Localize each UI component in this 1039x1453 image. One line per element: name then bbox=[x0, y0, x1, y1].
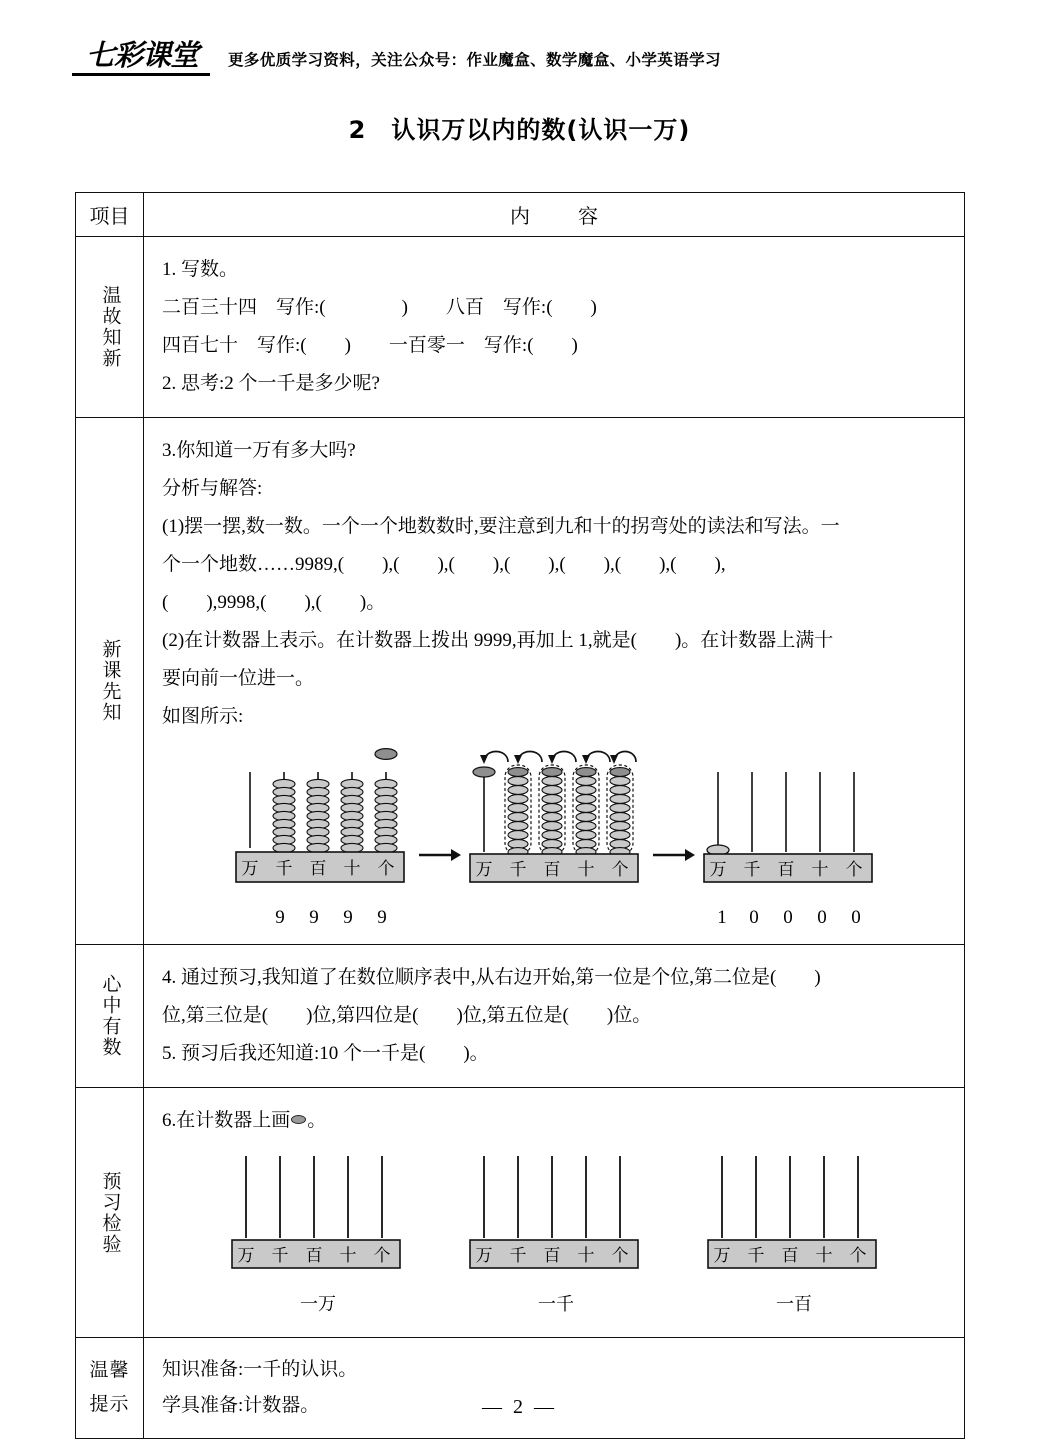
abacus-caption: 一千 bbox=[538, 1294, 574, 1314]
svg-text:万: 万 bbox=[475, 860, 493, 879]
digit: 0 bbox=[783, 907, 793, 928]
row-content-confident bbox=[144, 945, 965, 1088]
confident-line-2: 位,第三位是( )位,第四位是( )位,第五位是( )位。 bbox=[162, 1005, 652, 1026]
svg-text:万: 万 bbox=[237, 1246, 255, 1265]
svg-text:十: 十 bbox=[811, 860, 829, 879]
abacus-caption: 一百 bbox=[776, 1294, 812, 1314]
abacus-caption: 一万 bbox=[300, 1294, 336, 1314]
digit: 0 bbox=[749, 907, 759, 928]
svg-text:十: 十 bbox=[339, 1246, 357, 1265]
check-line-1-period: 。 bbox=[307, 1110, 327, 1131]
abacus-blank-bai-svg bbox=[704, 1146, 884, 1276]
svg-text:百: 百 bbox=[543, 1246, 561, 1265]
preview-line-2: 分析与解答: bbox=[162, 478, 263, 499]
header-cell-item: 项目 bbox=[76, 193, 144, 237]
carry-arrow-heads bbox=[480, 755, 618, 764]
digit: 9 bbox=[309, 907, 319, 928]
check-body bbox=[144, 1088, 964, 1337]
svg-text:个: 个 bbox=[849, 1246, 867, 1265]
floating-bead bbox=[375, 749, 397, 760]
review-line-4: 2. 思考:2 个一千是多少呢? bbox=[162, 373, 380, 394]
row-content-tips bbox=[144, 1338, 965, 1439]
row-label-tips bbox=[76, 1338, 144, 1439]
abacus-blank-qian-svg bbox=[466, 1146, 646, 1276]
transition-arrow-2 bbox=[646, 780, 700, 930]
svg-text:百: 百 bbox=[543, 860, 561, 879]
worksheet-table bbox=[75, 192, 965, 1439]
confident-line-1: 4. 通过预习,我知道了在数位顺序表中,从右边开始,第一位是个位,第二位是( ) bbox=[162, 967, 821, 988]
row-label-review-text: 温故知新 bbox=[99, 285, 121, 369]
svg-text:个: 个 bbox=[845, 860, 863, 879]
review-line-2: 二百三十四 写作:( ) 八百 写作:( ) bbox=[162, 297, 597, 318]
digit: 9 bbox=[343, 907, 353, 928]
brand-logo bbox=[72, 38, 212, 76]
header-cell-content bbox=[144, 193, 965, 237]
row-content-check bbox=[144, 1088, 965, 1338]
svg-text:十: 十 bbox=[577, 1246, 595, 1265]
confident-line-3: 5. 预习后我还知道:10 个一千是( )。 bbox=[162, 1043, 489, 1064]
row-label-tips-line2: 提示 bbox=[89, 1394, 130, 1415]
review-line-1: 1. 写数。 bbox=[162, 259, 239, 280]
svg-text:个: 个 bbox=[611, 860, 629, 879]
preview-body bbox=[144, 418, 964, 944]
svg-text:百: 百 bbox=[781, 1246, 799, 1265]
digit: 9 bbox=[275, 907, 285, 928]
review-line-3: 四百七十 写作:( ) 一百零一 写作:( ) bbox=[162, 335, 578, 356]
row-content-review bbox=[144, 237, 965, 418]
svg-text:百: 百 bbox=[309, 859, 327, 878]
svg-text:个: 个 bbox=[611, 1246, 629, 1265]
row-label-check bbox=[76, 1088, 144, 1338]
abacus-10000-svg bbox=[700, 740, 880, 890]
abacus-blank-wan-svg bbox=[228, 1146, 408, 1276]
table-header-row bbox=[76, 193, 965, 237]
svg-text:十: 十 bbox=[577, 860, 595, 879]
digit: 1 bbox=[717, 907, 727, 928]
svg-text:千: 千 bbox=[747, 1246, 765, 1265]
table-row bbox=[76, 1088, 965, 1338]
tips-body bbox=[144, 1338, 964, 1438]
row-label-check-text: 预习检验 bbox=[99, 1170, 121, 1255]
preview-line-5: ( ),9998,( ),( )。 bbox=[162, 592, 386, 613]
svg-text:千: 千 bbox=[743, 860, 761, 879]
page-number: — 2 — bbox=[482, 1396, 557, 1418]
abacus-9999-svg bbox=[232, 740, 412, 890]
svg-text:千: 千 bbox=[275, 859, 293, 878]
row-content-preview bbox=[144, 418, 965, 945]
preview-line-1: 3.你知道一万有多大吗? bbox=[162, 440, 356, 461]
tips-line-2: 学具准备:计数器。 bbox=[162, 1395, 320, 1416]
abacus-9999 bbox=[232, 740, 412, 930]
table-row bbox=[76, 237, 965, 418]
table-row bbox=[76, 418, 965, 945]
abacus-figure-bottom bbox=[162, 1146, 950, 1317]
row-label-confident bbox=[76, 945, 144, 1088]
abacus-blank-qian bbox=[466, 1146, 646, 1317]
bead-glyph-icon bbox=[291, 1115, 306, 1124]
abacus-blank-bai bbox=[704, 1146, 884, 1317]
svg-text:千: 千 bbox=[509, 860, 527, 879]
abacus-carry-svg bbox=[466, 740, 646, 890]
tips-line-1: 知识准备:一千的认识。 bbox=[162, 1359, 358, 1380]
preview-line-7: 要向前一位进一。 bbox=[162, 668, 315, 689]
arrow-right-icon bbox=[417, 845, 461, 865]
preview-line-6: (2)在计数器上表示。在计数器上拨出 9999,再加上 1,就是( )。在计数器上满十 bbox=[162, 630, 834, 651]
page-header bbox=[0, 36, 1039, 98]
header-cell-content-text: 内 容 bbox=[510, 206, 612, 228]
check-line-1 bbox=[162, 1102, 950, 1140]
check-line-1-text: 6.在计数器上画 bbox=[162, 1110, 291, 1131]
review-body bbox=[144, 237, 964, 417]
svg-text:百: 百 bbox=[777, 860, 795, 879]
table-row bbox=[76, 945, 965, 1088]
digit: 9 bbox=[377, 907, 387, 928]
abacus-10000 bbox=[700, 740, 880, 930]
abacus-9999-digits bbox=[232, 906, 412, 930]
preview-line-8: 如图所示: bbox=[162, 706, 244, 727]
row-label-tips-line1: 温馨 bbox=[89, 1360, 130, 1381]
svg-text:万: 万 bbox=[241, 859, 259, 878]
row-label-confident-text: 心中有数 bbox=[99, 974, 121, 1058]
abacus-carry-digits bbox=[466, 906, 646, 930]
svg-text:万: 万 bbox=[475, 1246, 493, 1265]
digit: 0 bbox=[851, 907, 861, 928]
confident-body bbox=[144, 945, 964, 1087]
row-label-preview bbox=[76, 418, 144, 945]
abacus-10000-digits bbox=[700, 906, 880, 930]
preview-line-4: 个一个地数……9989,( ),( ),( ),( ),( ),( ),( ), bbox=[162, 554, 726, 575]
abacus-carry bbox=[466, 740, 646, 930]
svg-text:百: 百 bbox=[305, 1246, 323, 1265]
brand-logo-text: 七彩课堂 bbox=[85, 38, 198, 72]
svg-text:十: 十 bbox=[815, 1246, 833, 1265]
svg-text:万: 万 bbox=[709, 860, 727, 879]
arrow-right-icon bbox=[651, 845, 695, 865]
svg-text:个: 个 bbox=[377, 859, 395, 878]
row-label-preview-text: 新课先知 bbox=[99, 639, 121, 723]
digit: 0 bbox=[817, 907, 827, 928]
preview-line-3: (1)摆一摆,数一数。一个一个地数数时,要注意到九和十的拐弯处的读法和写法。一 bbox=[162, 516, 840, 537]
svg-text:十: 十 bbox=[343, 859, 361, 878]
transition-arrow-1 bbox=[412, 780, 466, 930]
header-promo-note: 更多优质学习资料，关注公众号：作业魔盒、数学魔盒、小学英语学习 bbox=[228, 51, 721, 69]
row-label-review bbox=[76, 237, 144, 418]
svg-text:万: 万 bbox=[713, 1246, 731, 1265]
svg-text:千: 千 bbox=[509, 1246, 527, 1265]
brand-logo-underline bbox=[72, 73, 210, 76]
svg-text:千: 千 bbox=[271, 1246, 289, 1265]
abacus-figure-top bbox=[162, 740, 950, 930]
abacus-blank-wan bbox=[228, 1146, 408, 1317]
svg-text:个: 个 bbox=[373, 1246, 391, 1265]
page-title: 2 认识万以内的数(认识一万) bbox=[348, 116, 691, 144]
table-row bbox=[76, 1338, 965, 1439]
